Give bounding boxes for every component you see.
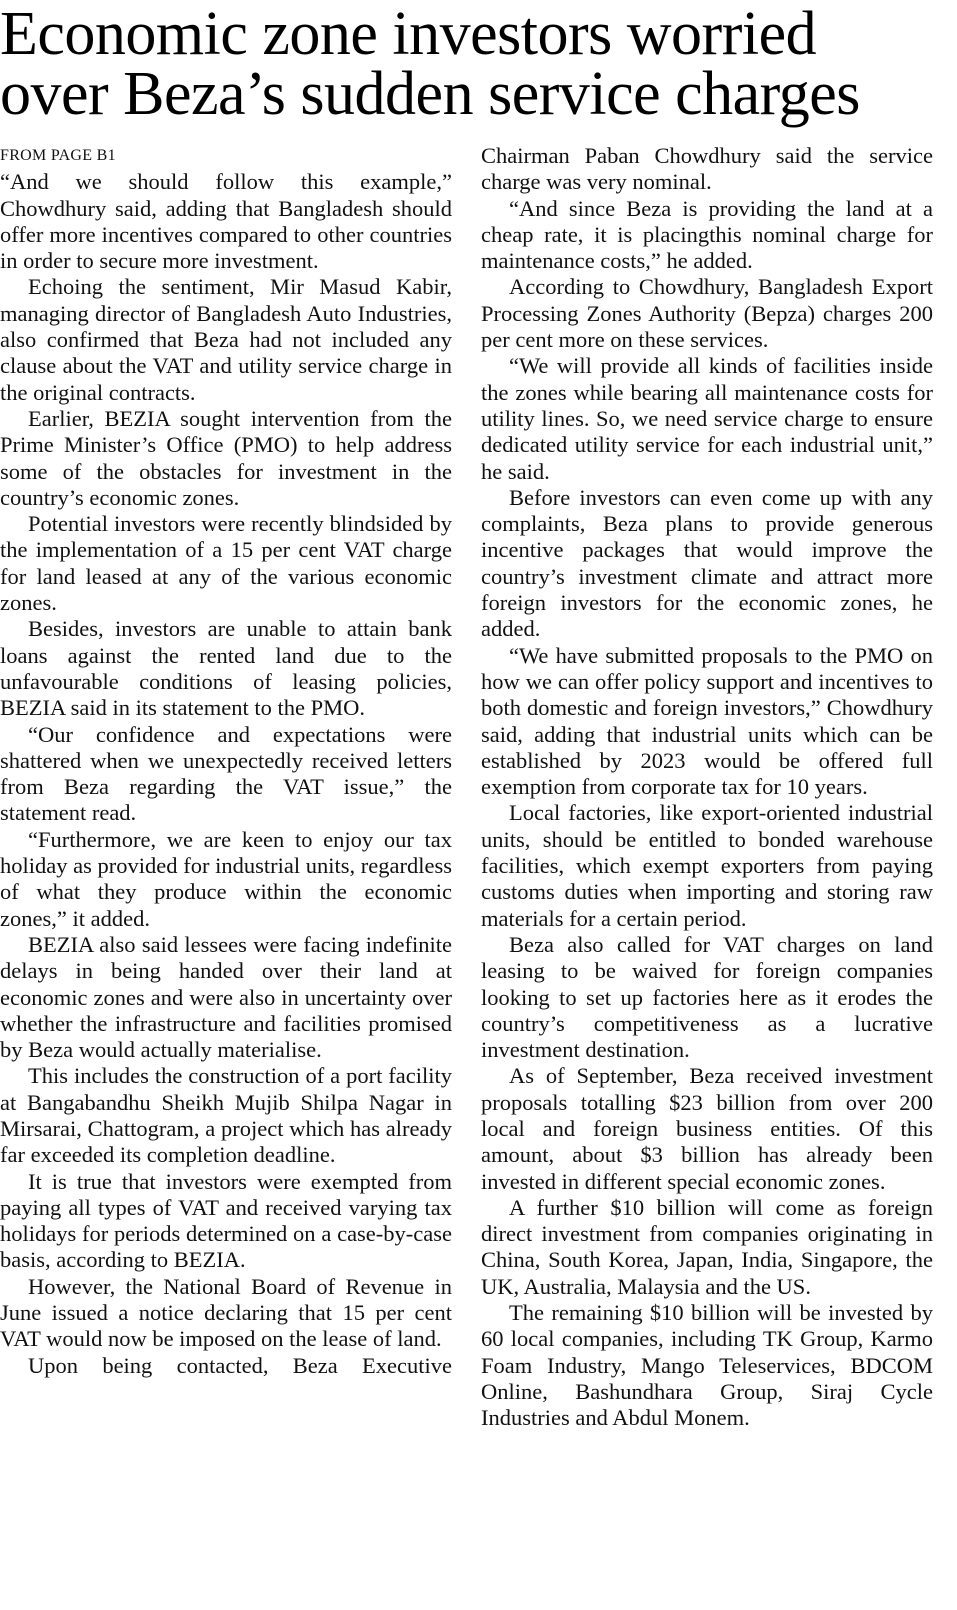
headline-line-1: Economic zone investors worried xyxy=(0,0,817,68)
paragraph: A further $10 billion will come as foreign direct investment from companies originating in China, South Korea, Japan, India, Singapore, the UK, Australia, Malaysia and the US. xyxy=(481,1194,933,1299)
headline-line-2: over Beza’s sudden service charges xyxy=(0,60,860,128)
paragraph: BEZIA also said lessees were facing indefinite delays in being handed over their land at economic zones and were also in uncertainty over whether the infrastructure and facilities promised by Beza would actually materialise. xyxy=(0,931,452,1063)
paragraph: “We have submitted proposals to the PMO on how we can offer policy support and incentives to both domestic and foreign investors,” Chowdhury said, adding that industrial units which can be established by 2023 would be offered full exemption from corporate tax for 10 years. xyxy=(481,642,933,800)
paragraph: However, the National Board of Revenue in June issued a notice declaring that 15 per cent VAT would now be imposed on the lease of land. xyxy=(0,1273,452,1352)
paragraph: “And since Beza is providing the land at a cheap rate, it is placingthis nominal charge for maintenance costs,” he added. xyxy=(481,195,933,274)
article-headline xyxy=(0,0,957,128)
article-column-right xyxy=(481,143,933,1432)
paragraph: According to Chowdhury, Bangladesh Export Processing Zones Authority (Bepza) charges 200 per cent more on these services. xyxy=(481,274,933,353)
paragraph: Chairman Paban Chowdhury said the service charge was very nominal. xyxy=(481,143,933,195)
paragraph: It is true that investors were exempted from paying all types of VAT and received varying tax holidays for periods determined on a case-by-case basis, according to BEZIA. xyxy=(0,1168,452,1273)
paragraph: “Our confidence and expectations were shattered when we unexpectedly received letters from Beza regarding the VAT issue,” the statement read. xyxy=(0,721,452,826)
paragraph: Local factories, like export-oriented industrial units, should be entitled to bonded warehouse facilities, which exempt exporters from paying customs duties when importing and storing raw materials for a certain period. xyxy=(481,800,933,931)
paragraph: This includes the construction of a port facility at Bangabandhu Sheikh Mujib Shilpa Nagar in Mirsarai, Chattogram, a project which has already far exceeded its completion deadline. xyxy=(0,1063,452,1168)
paragraph: Echoing the sentiment, Mir Masud Kabir, managing director of Bangladesh Auto Industries, also confirmed that Beza had not included any clause about the VAT and utility service charge in the original contracts. xyxy=(0,274,452,405)
paragraph: The remaining $10 billion will be invested by 60 local companies, including TK Group, Karmo Foam Industry, Mango Teleservices, BDCOM Online, Bashundhara Group, Siraj Cycle Industries and Abdul Monem. xyxy=(481,1300,933,1431)
paragraph: Beza also called for VAT charges on land leasing to be waived for foreign companies looking to set up factories here as it erodes the country’s competitiveness as a lucrative investment destination. xyxy=(481,931,933,1063)
paragraph: Earlier, BEZIA sought intervention from the Prime Minister’s Office (PMO) to help address some of the obstacles for investment in the country’s economic zones. xyxy=(0,405,452,510)
paragraph: As of September, Beza received investment proposals totalling $23 billion from over 200 local and foreign business entities. Of this amount, about $3 billion has already been invested in different special economic zones. xyxy=(481,1063,933,1194)
paragraph: Besides, investors are unable to attain bank loans against the rented land due to the unfavourable conditions of leasing policies, BEZIA said in its statement to the PMO. xyxy=(0,616,452,721)
paragraph: Potential investors were recently blindsided by the implementation of a 15 per cent VAT charge for land leased at any of the various economic zones. xyxy=(0,511,452,616)
jump-label: FROM PAGE B1 xyxy=(0,147,116,164)
paragraph: Upon being contacted, Beza Executive xyxy=(28,1352,452,1378)
paragraph: “Furthermore, we are keen to enjoy our tax holiday as provided for industrial units, regardless of what they produce within the economic zones,” it added. xyxy=(0,826,452,931)
paragraph: “And we should follow this example,” Chowdhury said, adding that Bangladesh should offer more incentives compared to other countries in order to secure more investment. xyxy=(0,169,452,274)
article-column-left xyxy=(0,143,452,1379)
paragraph: “We will provide all kinds of facilities inside the zones while bearing all maintenance costs for utility lines. So, we need service charge to ensure dedicated utility service for each industrial unit,” he said. xyxy=(481,353,933,484)
paragraph: Before investors can even come up with any complaints, Beza plans to provide generous incentive packages that would improve the country’s investment climate and attract more foreign investors for the economic zones, he added. xyxy=(481,484,933,642)
